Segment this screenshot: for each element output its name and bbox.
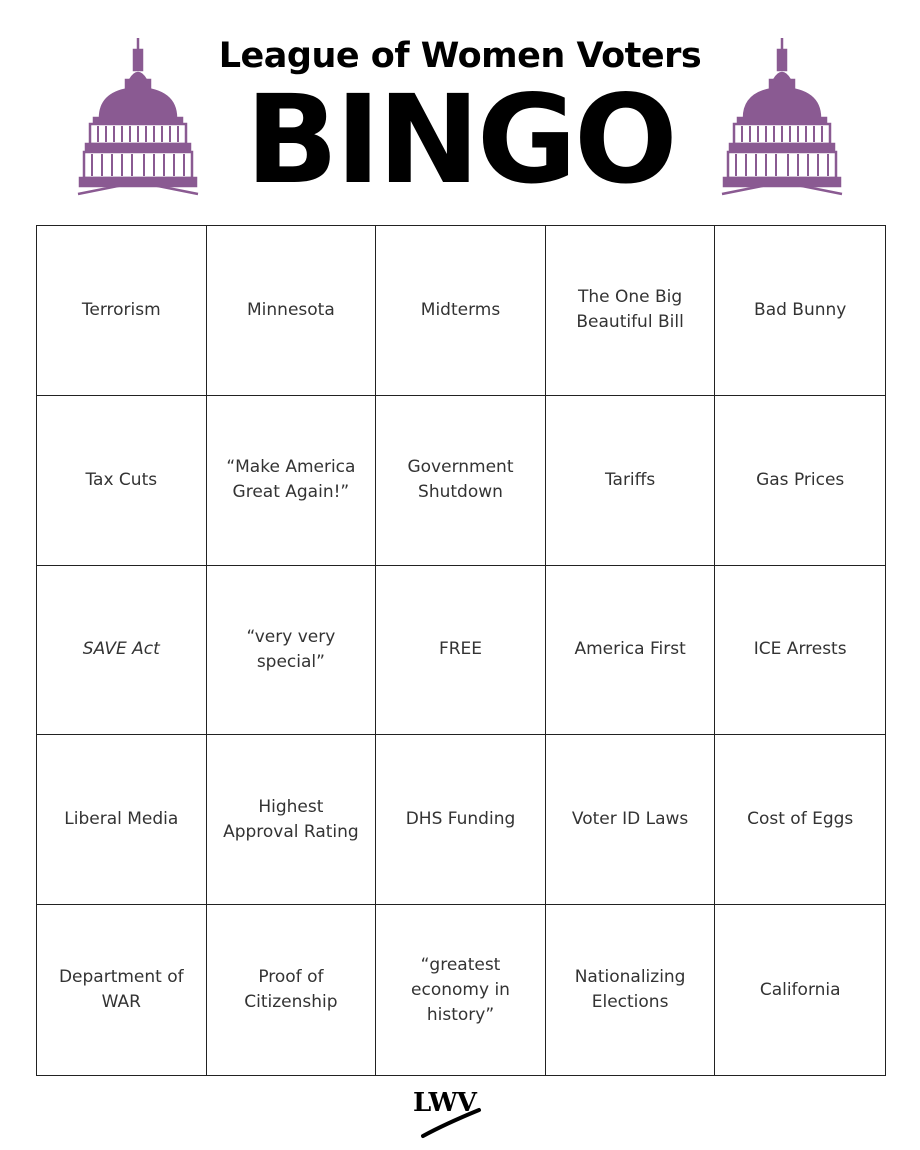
bingo-cell: ICE Arrests bbox=[715, 566, 885, 736]
bingo-cell: Cost of Eggs bbox=[715, 735, 885, 905]
bingo-cell: California bbox=[759, 979, 841, 1000]
bingo-cell: Minnesota bbox=[207, 226, 377, 396]
bingo-cell: “very very special” bbox=[207, 566, 377, 736]
page-title: BINGO bbox=[245, 69, 675, 211]
bingo-cell: DHS Funding bbox=[376, 735, 546, 905]
bingo-free-space: FREE bbox=[376, 566, 546, 736]
bingo-cell: Tax Cuts bbox=[37, 396, 207, 566]
bingo-cell: “greatest economy in history” bbox=[376, 905, 546, 1075]
lwv-logo bbox=[405, 1088, 485, 1140]
logo-text: LWV bbox=[413, 1088, 476, 1118]
bingo-cell: Tariffs bbox=[546, 396, 716, 566]
bingo-cell: Nationalizing Elections bbox=[546, 905, 716, 1075]
bingo-card bbox=[36, 225, 886, 1076]
bingo-cell: Proof of Citizenship bbox=[207, 905, 377, 1075]
bingo-cell: Bad Bunny bbox=[715, 226, 885, 396]
bingo-cell: The One Big Beautiful Bill bbox=[546, 226, 716, 396]
bingo-cell: Highest Approval Rating bbox=[207, 735, 377, 905]
subtitle: League of Women Voters bbox=[218, 36, 702, 76]
bingo-cell: Terrorism bbox=[37, 226, 207, 396]
capitol-dome-icon bbox=[720, 36, 844, 200]
bingo-cell: Government Shutdown bbox=[376, 396, 546, 566]
header bbox=[0, 0, 920, 215]
bingo-cell: Department of WAR bbox=[37, 905, 207, 1075]
logo-check-icon bbox=[405, 1088, 485, 1140]
bingo-cell: SAVE Act bbox=[37, 566, 207, 736]
bingo-cell: Liberal Media bbox=[37, 735, 207, 905]
bingo-cell: Gas Prices bbox=[715, 396, 885, 566]
bingo-cell: Voter ID Laws bbox=[546, 735, 716, 905]
bingo-cell: Midterms bbox=[376, 226, 546, 396]
bingo-cell: “Make America Great Again!” bbox=[207, 396, 377, 566]
bingo-cell: America First bbox=[546, 566, 716, 736]
